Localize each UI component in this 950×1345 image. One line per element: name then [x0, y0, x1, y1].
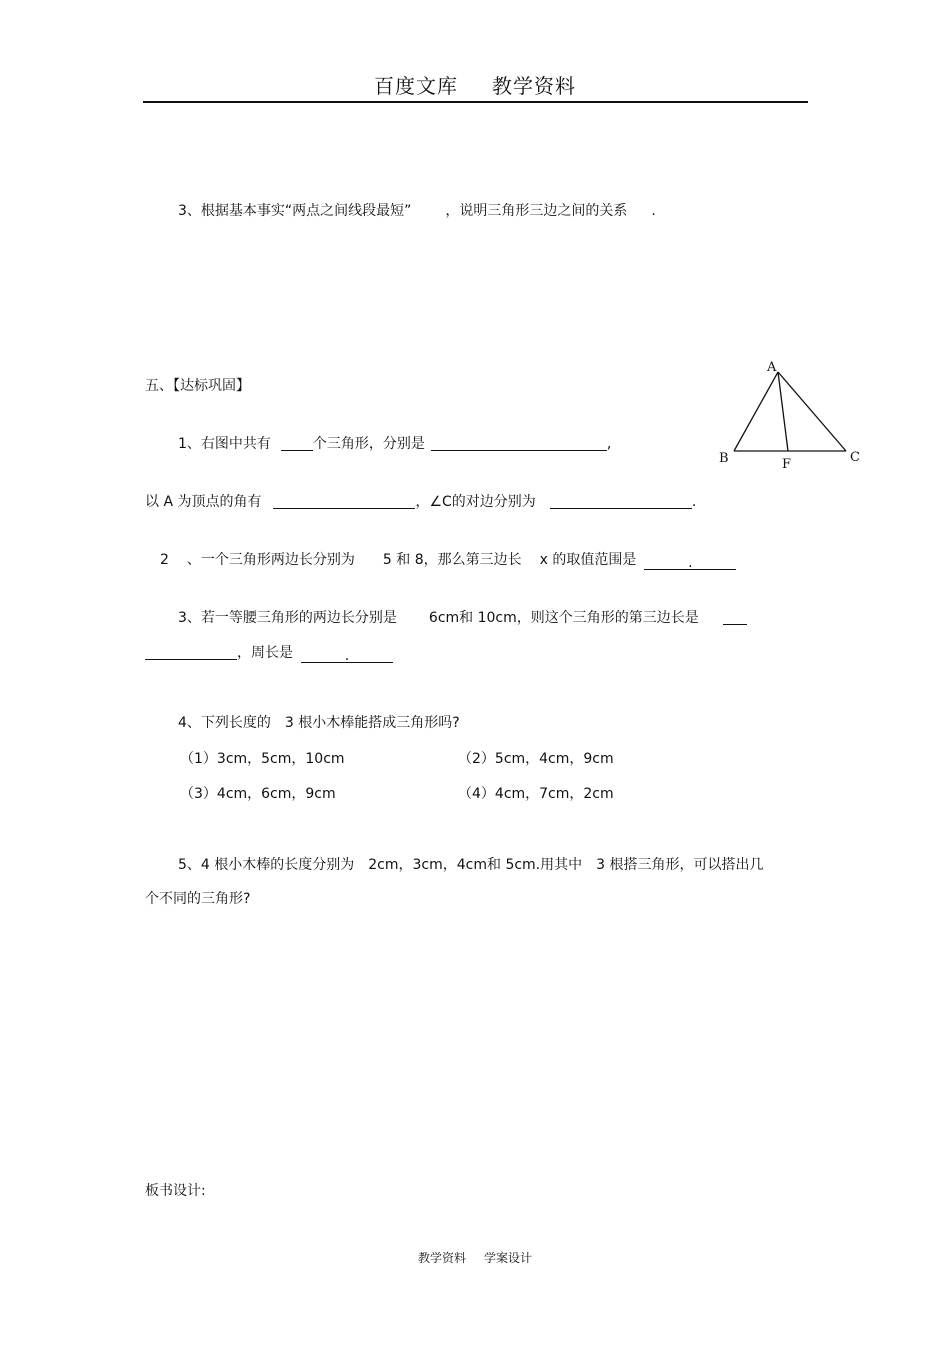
p1b-blank-angles — [273, 494, 415, 509]
p2-num: 2 — [160, 552, 169, 568]
p3-blank-a — [723, 610, 747, 625]
header-rule — [143, 101, 808, 103]
problem-1b — [145, 491, 696, 511]
p1b-pre: 以 A 为顶点的角有 — [145, 494, 262, 510]
footer-left: 教学资料 — [417, 1251, 466, 1265]
p3-vals: 6cm和 10cm，则这个三角形的第三边长是 — [428, 610, 699, 626]
p3-dot: . — [344, 648, 350, 664]
header-right: 教学资料 — [492, 74, 576, 98]
board-design-label: 板书设计: — [145, 1183, 206, 1199]
p1b-blank-sides — [550, 494, 692, 509]
p2-text: 、一个三角形两边长分别为 — [186, 552, 355, 568]
question-3-top — [178, 200, 656, 220]
p2-x: x 的取值范围是 — [539, 552, 637, 568]
p2-blank — [644, 555, 736, 570]
p1-pre: 1、右图中共有 — [178, 436, 271, 452]
header-left: 百度文库 — [374, 74, 458, 98]
section-title: 五、【达标巩固】 — [145, 378, 250, 394]
p4-option-1: （1）3cm，5cm，10cm — [180, 751, 345, 767]
p3-pre: 3、若一等腰三角形的两边长分别是 — [178, 610, 397, 626]
p3-perim: ，周长是 — [237, 645, 293, 661]
p1-blank-count — [281, 436, 313, 451]
problem-4-question: 4、下列长度的 3 根小木棒能搭成三角形吗? — [178, 715, 460, 731]
page-header — [0, 70, 950, 99]
p4-option-4: （4）4cm，7cm，2cm — [458, 786, 614, 802]
p1-mid: 个三角形，分别是 — [312, 436, 425, 452]
p3-blank-perim — [301, 648, 393, 663]
p1b-mid: ，∠C的对边分别为 — [415, 494, 536, 510]
edge-ab — [734, 372, 778, 451]
problem-5-line1: 5、4 根小木棒的长度分别为 2cm，3cm，4cm和 5cm.用其中 3 根搭三角形，可以搭出几 — [178, 857, 764, 873]
q3-end: . — [651, 203, 656, 219]
p3-blank-b — [145, 645, 237, 660]
problem-3 — [178, 607, 747, 627]
edge-af — [778, 372, 788, 451]
p1b-end: . — [691, 494, 697, 510]
q3-mid: ，说明三角形三边之间的关系 — [445, 203, 628, 219]
footer-right: 学案设计 — [484, 1251, 533, 1265]
p4-option-2: （2）5cm，4cm，9cm — [458, 751, 614, 767]
q3-text: 3、根据基本事实“两点之间线段最短” — [178, 203, 412, 219]
problem-1 — [178, 433, 611, 453]
page-footer — [0, 1249, 950, 1266]
p4-option-3: （3）4cm，6cm，9cm — [180, 786, 336, 802]
p1-end: , — [606, 436, 612, 452]
p2-dot: . — [688, 555, 693, 571]
problem-3b — [145, 642, 393, 663]
label-c: C — [850, 450, 860, 465]
problem-2 — [160, 549, 736, 570]
p1-blank-list — [431, 436, 607, 451]
problem-5-line2: 个不同的三角形? — [145, 891, 251, 907]
label-f: F — [782, 457, 792, 472]
label-a: A — [767, 360, 777, 375]
edge-ac — [778, 372, 846, 451]
label-b: B — [719, 451, 729, 466]
triangle-figure — [712, 352, 872, 477]
p2-vals: 5 和 8，那么第三边长 — [382, 552, 522, 568]
